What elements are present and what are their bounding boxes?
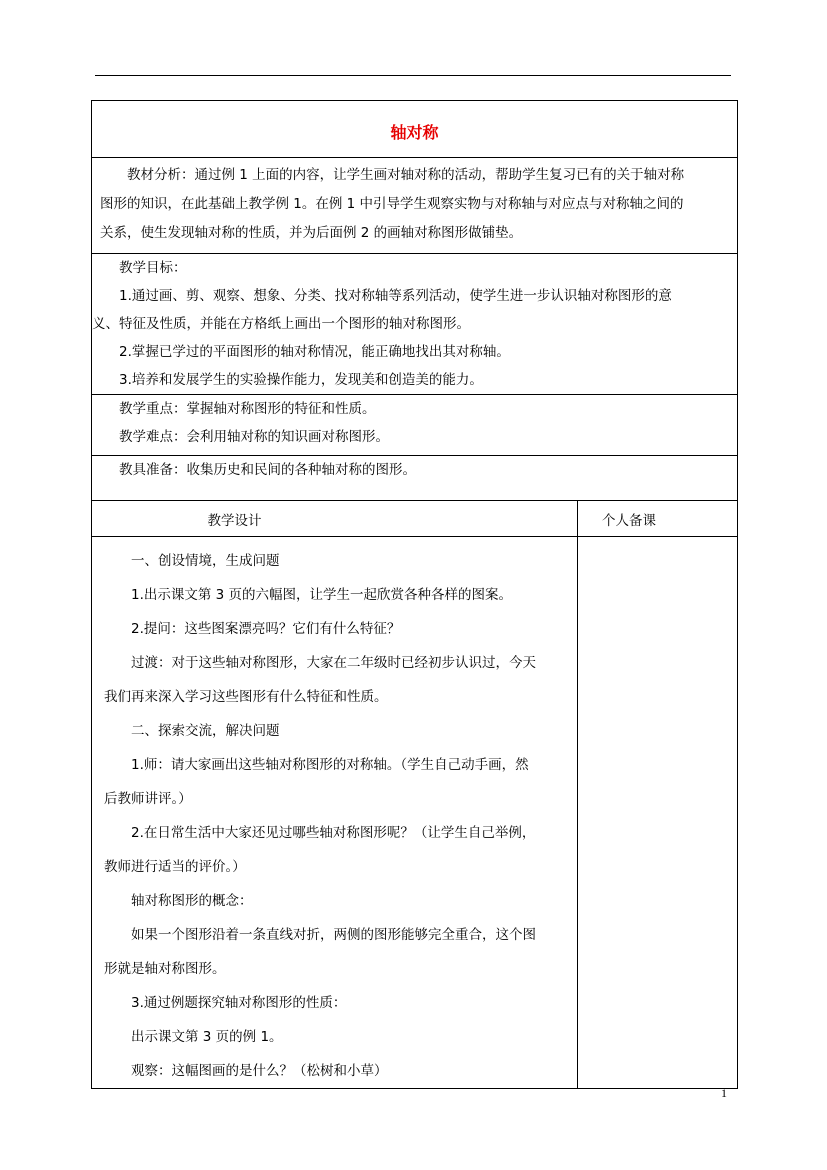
design-line-10: 教师进行适当的评价。） bbox=[104, 859, 246, 875]
header-rule bbox=[95, 75, 731, 76]
design-line-5: 我们再来深入学习这些图形有什么特征和性质。 bbox=[104, 689, 388, 705]
goal-line-2: 义、特征及性质，并能在方格纸上画出一个图形的轴对称图形。 bbox=[92, 316, 470, 332]
design-cell bbox=[92, 537, 578, 1089]
design-line-9: 2.在日常生活中大家还见过哪些轴对称图形呢？（让学生自己举例， bbox=[131, 825, 536, 841]
design-header-cell bbox=[92, 501, 578, 537]
design-line-16: 观察：这幅图画的是什么？（松树和小草） bbox=[131, 1063, 388, 1079]
goal-line-1: 1.通过画、剪、观察、想象、分类、找对称轴等系列活动，使学生进一步认识轴对称图形的意 bbox=[119, 288, 672, 304]
title-cell bbox=[92, 101, 738, 158]
goals-heading: 教学目标： bbox=[119, 260, 187, 276]
design-header: 教学设计 bbox=[207, 513, 262, 529]
design-line-1: 一、创设情境，生成问题 bbox=[131, 553, 280, 569]
design-line-14: 3.通过例题探究轴对称图形的性质： bbox=[131, 995, 347, 1011]
design-line-6: 二、探索交流，解决问题 bbox=[131, 723, 280, 739]
notes-header-cell bbox=[578, 501, 738, 537]
analysis-cell bbox=[92, 158, 738, 254]
key-point: 教学重点：掌握轴对称图形的特征和性质。 bbox=[119, 401, 376, 417]
design-line-13: 形就是轴对称图形。 bbox=[104, 961, 226, 977]
goal-line-3: 2.掌握已学过的平面图形的轴对称情况，能正确地找出其对称轴。 bbox=[119, 344, 510, 360]
focus-cell bbox=[92, 395, 738, 456]
design-line-4: 过渡：对于这些轴对称图形，大家在二年级时已经初步认识过，今天 bbox=[131, 655, 536, 671]
tools-text: 教具准备：收集历史和民间的各种轴对称的图形。 bbox=[119, 462, 416, 478]
analysis-line-2: 图形的知识，在此基础上教学例 1。在例 1 中引导学生观察实物与对称轴与对应点与对称轴之间的 bbox=[100, 196, 684, 212]
design-line-15: 出示课文第 3 页的例 1。 bbox=[131, 1029, 283, 1045]
goals-cell bbox=[92, 254, 738, 395]
notes-header: 个人备课 bbox=[602, 513, 656, 529]
design-line-12: 如果一个图形沿着一条直线对折，两侧的图形能够完全重合，这个图 bbox=[131, 927, 536, 943]
design-line-2: 1.出示课文第 3 页的六幅图，让学生一起欣赏各种各样的图案。 bbox=[131, 587, 513, 603]
design-line-11: 轴对称图形的概念： bbox=[131, 893, 253, 909]
page-number: 1 bbox=[721, 1086, 727, 1100]
lesson-plan-table bbox=[91, 100, 738, 1089]
design-line-3: 2.提问：这些图案漂亮吗？它们有什么特征？ bbox=[131, 621, 401, 637]
difficulty-point: 教学难点：会利用轴对称的知识画对称图形。 bbox=[119, 429, 389, 445]
page-title: 轴对称 bbox=[390, 123, 439, 142]
notes-cell bbox=[578, 537, 738, 1089]
design-line-7: 1.师：请大家画出这些轴对称图形的对称轴。（学生自己动手画，然 bbox=[131, 757, 529, 773]
analysis-line-3: 关系，使生发现轴对称的性质，并为后面例 2 的画轴对称图形做铺垫。 bbox=[100, 225, 523, 241]
design-line-8: 后教师讲评。） bbox=[104, 791, 192, 807]
analysis-line-1: 教材分析：通过例 1 上面的内容，让学生画对轴对称的活动，帮助学生复习已有的关于轴对称 bbox=[127, 167, 685, 183]
tools-cell bbox=[92, 456, 738, 501]
goal-line-4: 3.培养和发展学生的实验操作能力，发现美和创造美的能力。 bbox=[119, 372, 483, 388]
